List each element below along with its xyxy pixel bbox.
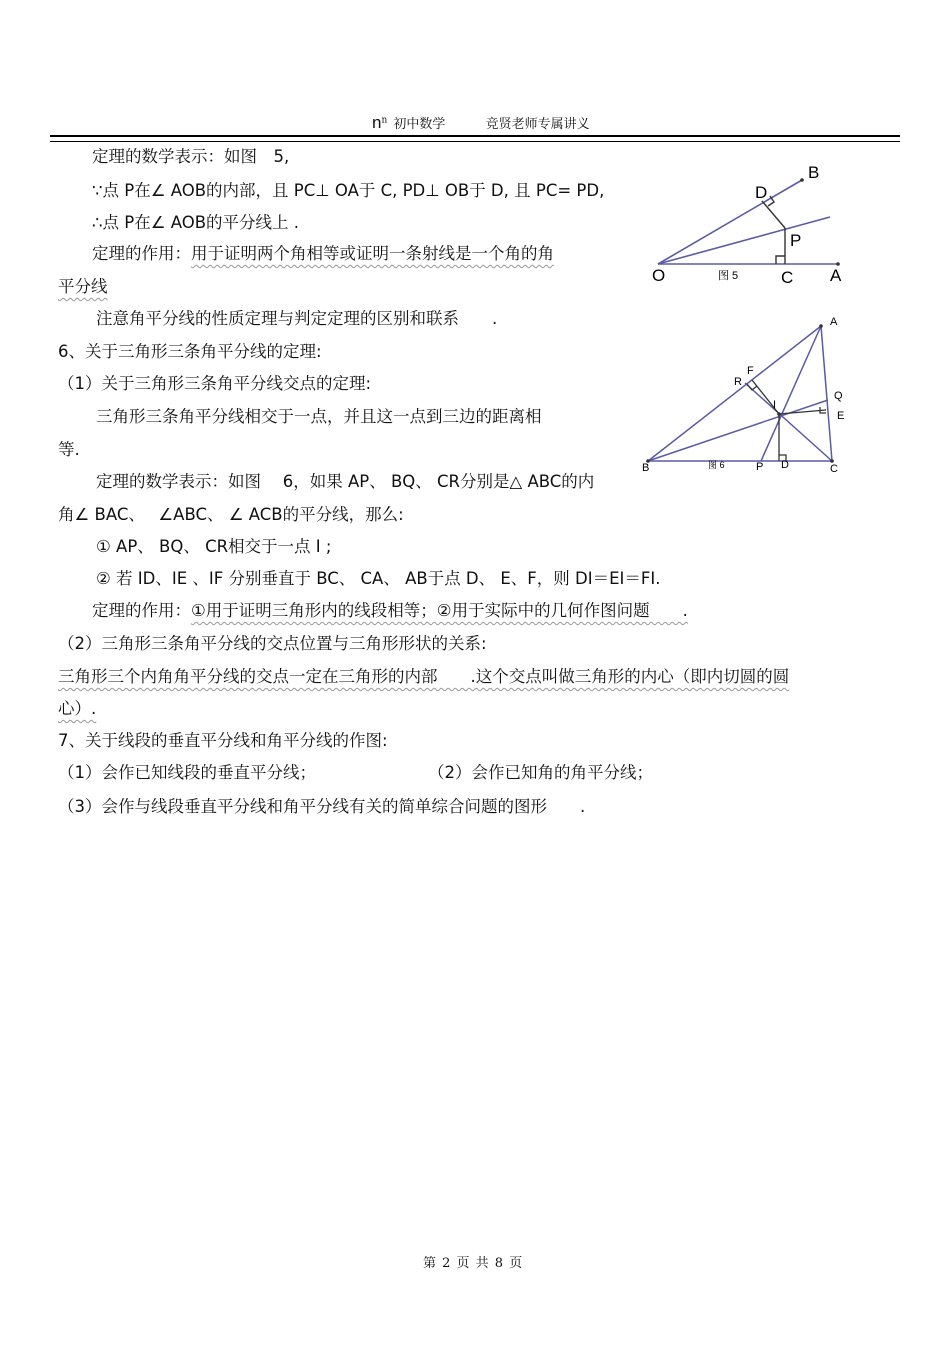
fig6-label-R: R xyxy=(734,376,742,388)
line-11: 定理的数学表示：如图 6，如果 AP、 BQ、 CR分别是△ ABC的内 xyxy=(96,472,595,491)
figure-6 xyxy=(636,310,861,480)
fig6-label-Q: Q xyxy=(834,390,843,402)
fig5-bisector xyxy=(658,217,830,264)
header-n-sup: n xyxy=(381,115,388,126)
line-15-lead: 定理的作用： xyxy=(92,601,191,620)
line-20a: （1）会作已知线段的垂直平分线； xyxy=(58,763,316,782)
line-15-underlined: ①用于证明三角形内的线段相等；②用于实际中的几何作图问题 . xyxy=(191,601,688,620)
header-teacher: 竞贤老师专属讲义 xyxy=(485,117,590,132)
fig6-point-I xyxy=(777,412,781,416)
fig5-caption: 图 5 xyxy=(718,270,739,282)
fig5-label-O: O xyxy=(652,266,666,285)
line-3: ∴点 P在∠ AOB的平分线上 . xyxy=(92,213,300,232)
fig6-label-A: A xyxy=(830,316,838,328)
line-14: ② 若 ID、IE 、IF 分别垂直于 BC、 CA、 AB于点 D、 E、F，则 DI＝EI＝FI. xyxy=(96,569,661,588)
line-4-lead: 定理的作用： xyxy=(92,244,191,263)
fig6-label-B: B xyxy=(642,462,650,474)
line-8: （1）关于三角形三条角平分线交点的定理: xyxy=(58,374,372,393)
line-10: 等. xyxy=(58,440,80,459)
page-footer: 第 2 页 共 8 页 xyxy=(423,1256,524,1271)
header-subject: 初中数学 xyxy=(393,117,446,132)
fig6-label-E: E xyxy=(837,410,845,422)
fig6-label-C: C xyxy=(830,463,838,475)
line-9: 三角形三条角平分线相交于一点，并且这一点到三边的距离相 xyxy=(96,407,542,426)
fig5-segment-PD xyxy=(762,201,785,228)
fig5-label-D: D xyxy=(755,183,768,202)
line-19: 7、关于线段的垂直平分线和角平分线的作图: xyxy=(58,731,388,750)
fig6-label-I: I xyxy=(773,399,777,411)
line-4 xyxy=(92,243,554,265)
fig5-point-B xyxy=(800,178,804,182)
line-13: ① AP、 BQ、 CR相交于一点 I ; xyxy=(96,537,332,556)
header-rule-thick xyxy=(50,135,900,137)
header-n: n xyxy=(372,113,382,132)
fig5-label-B: B xyxy=(808,163,820,182)
line-6: 注意角平分线的性质定理与判定定理的区别和联系 . xyxy=(96,309,498,328)
line-21: （3）会作与线段垂直平分线和角平分线有关的简单综合问题的图形 . xyxy=(58,797,586,816)
fig6-label-F: F xyxy=(747,365,754,377)
line-16: （2）三角形三条角平分线的交点位置与三角形形状的关系: xyxy=(58,634,487,653)
line-15 xyxy=(92,600,688,622)
line-1: 定理的数学表示：如图 5, xyxy=(92,147,290,166)
fig6-triangle-ABC xyxy=(648,326,832,461)
line-5: 平分线 xyxy=(58,277,108,296)
line-4-underlined: 用于证明两个角相等或证明一条射线是一个角的角 xyxy=(191,244,554,263)
fig6-label-P: P xyxy=(756,461,764,473)
line-17: 三角形三个内角角平分线的交点一定在三角形的内部 .这个交点叫做三角形的内心（即内切圆的圆 xyxy=(58,667,790,686)
fig5-label-C: C xyxy=(781,268,794,287)
fig6-segment-IE xyxy=(779,410,826,414)
fig6-bisector-AP xyxy=(761,326,821,461)
line-20b: （2）会作已知角的角平分线； xyxy=(428,763,653,782)
fig6-point-A xyxy=(819,324,823,328)
fig6-caption: 图 6 xyxy=(708,460,725,470)
line-18: 心）. xyxy=(58,699,97,718)
figure-5 xyxy=(640,155,850,290)
fig6-bisector-CR xyxy=(745,383,832,461)
line-12: 角∠ BAC、 ∠ABC、 ∠ ACB的平分线，那么: xyxy=(58,505,404,524)
fig5-label-P: P xyxy=(790,231,802,250)
page-header xyxy=(372,113,590,133)
line-2: ∵点 P在∠ AOB的内部，且 PC⊥ OA于 C, PD⊥ OB于 D, 且 PC= PD, xyxy=(92,181,605,200)
header-rule-thin xyxy=(50,141,900,142)
fig5-right-angle-C xyxy=(776,256,785,264)
fig6-label-D: D xyxy=(781,459,789,471)
line-7: 6、关于三角形三条角平分线的定理: xyxy=(58,342,322,361)
fig5-label-A: A xyxy=(830,266,842,285)
fig6-bisector-BQ xyxy=(648,400,828,461)
